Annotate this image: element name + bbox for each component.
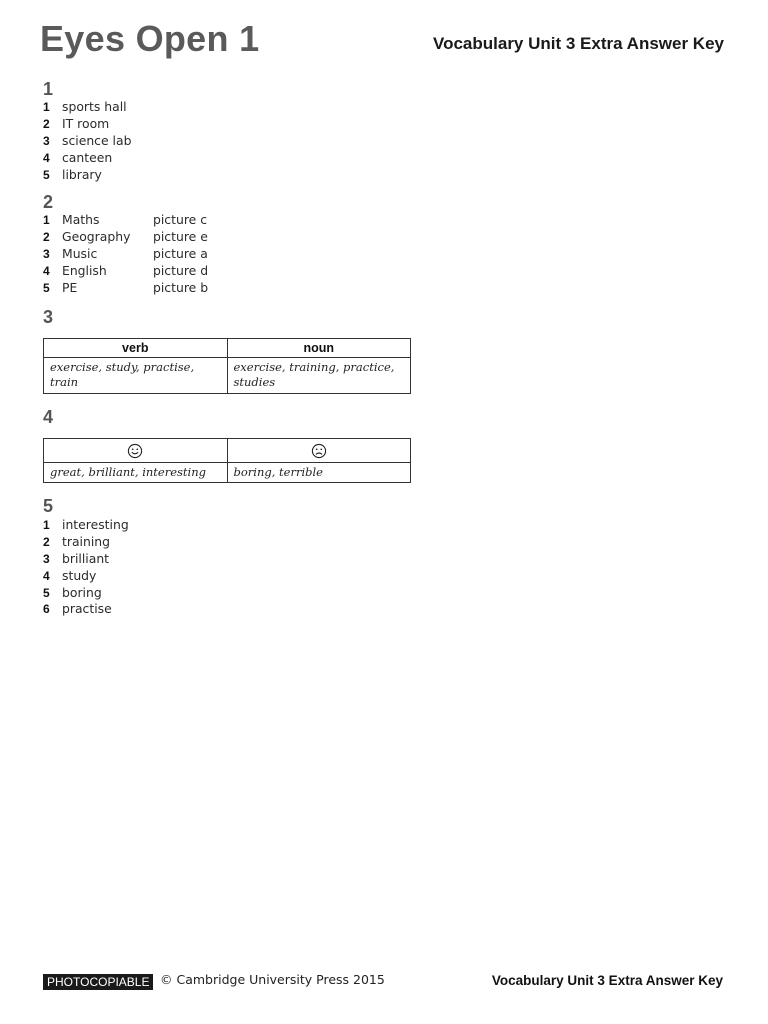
item-text: training [62,533,111,549]
table-header-row [44,439,411,463]
photocopiable-badge: PHOTOCOPIABLE [43,974,153,990]
item-text: IT room [62,115,110,131]
list-item [43,517,129,534]
item-text: practise [62,601,112,617]
item-number: 5 [43,167,50,182]
table-row [44,358,411,394]
item-number: 2 [43,116,50,131]
list-item [43,167,131,184]
item-text: Geography [62,228,131,244]
item-text: Maths [62,212,100,227]
section-4-number: 4 [43,407,54,427]
section-5-number: 5 [43,496,54,516]
document-title: Eyes Open 1 [40,18,260,59]
item-answer: picture d [153,262,209,278]
item-number: 5 [43,585,50,600]
item-answer: picture c [153,212,208,227]
item-number: 2 [43,534,50,549]
list-item [43,99,131,116]
negative-header [227,439,411,463]
noun-cell: exercise, training, practice, studies [227,358,411,394]
document-subtitle: Vocabulary Unit 3 Extra Answer Key [433,34,724,53]
negative-cell: boring, terrible [227,463,411,483]
copyright-notice: © Cambridge University Press 2015 [160,972,385,987]
item-number: 3 [43,246,50,261]
item-text: Music [62,245,98,261]
item-number: 2 [43,229,50,244]
item-number: 5 [43,280,50,295]
table-row [44,463,411,483]
list-item [43,246,208,263]
positive-header [44,439,228,463]
section-1-number: 1 [43,79,54,99]
list-item [43,212,208,229]
verb-noun-table [43,338,411,394]
item-text: canteen [62,149,113,165]
list-item [43,150,131,167]
item-number: 4 [43,150,50,165]
list-item [43,585,129,602]
item-number: 1 [43,518,50,532]
item-number: 3 [43,133,50,148]
item-text: science lab [62,132,132,148]
noun-header: noun [227,339,411,358]
list-item [43,263,208,280]
item-text: PE [62,279,78,295]
item-number: 1 [43,213,50,227]
table-header-row [44,339,411,358]
item-text: boring [62,584,102,600]
section-2-number: 2 [43,192,54,212]
item-text: brilliant [62,550,110,566]
item-number: 6 [43,602,50,617]
list-item [43,534,129,551]
list-item [43,116,131,133]
list-item [43,280,208,297]
list-item [43,133,131,150]
item-number: 1 [43,100,50,114]
section-1-list [43,99,131,183]
item-answer: picture b [153,279,209,295]
item-text: English [62,262,107,278]
item-answer: picture e [153,228,208,244]
list-item [43,568,129,585]
sad-face-icon [311,443,327,459]
item-text: study [62,567,97,583]
section-3-number: 3 [43,307,54,327]
item-number: 3 [43,551,50,566]
verb-header: verb [44,339,228,358]
item-number: 4 [43,568,50,583]
positive-cell: great, brilliant, interesting [44,463,228,483]
list-item [43,601,129,618]
list-item [43,229,208,246]
item-number: 4 [43,263,50,278]
item-answer: picture a [153,245,208,261]
verb-cell: exercise, study, practise, train [44,358,228,394]
list-item [43,551,129,568]
item-text: interesting [62,517,129,532]
section-5-list [43,517,129,618]
section-2-list [43,212,208,296]
item-text: library [62,166,102,182]
smiley-face-icon [127,443,143,459]
item-text: sports hall [62,99,127,114]
adjective-table [43,438,411,483]
footer-title: Vocabulary Unit 3 Extra Answer Key [491,973,723,988]
